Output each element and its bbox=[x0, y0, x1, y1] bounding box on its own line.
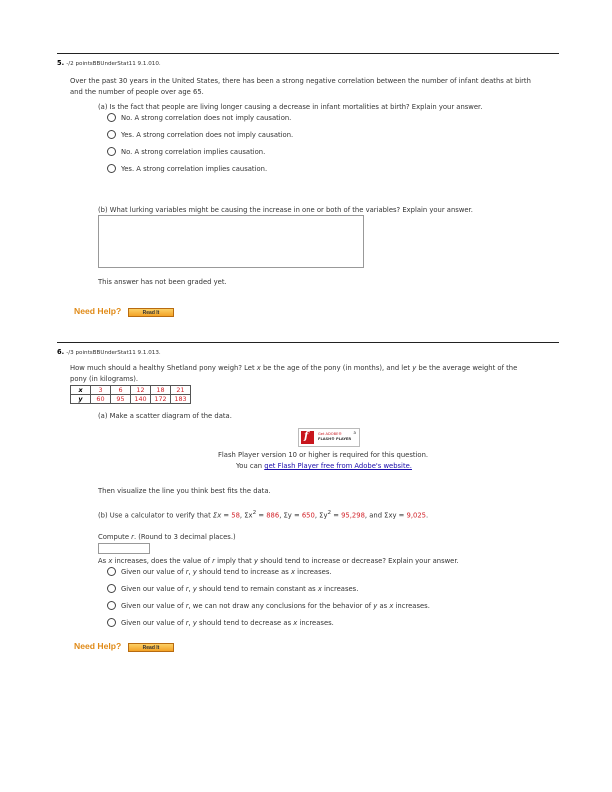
flash-logo-glyph: f bbox=[304, 431, 309, 442]
q6-stem-text-2: be the age of the pony (in months), and let bbox=[260, 364, 413, 372]
q6-opt3-v1: r bbox=[185, 602, 189, 610]
q6-sum-xy-label: , and Σxy = bbox=[364, 511, 407, 520]
table-header-x: x bbox=[71, 386, 91, 395]
q6-radio-2[interactable] bbox=[107, 584, 116, 593]
q6-opt1-v2: y bbox=[192, 568, 197, 576]
q6-divider bbox=[57, 342, 559, 343]
q6-opt4-v1: r bbox=[185, 619, 189, 627]
q6-as-x-text-1: As bbox=[98, 557, 109, 565]
q6-opt2-v3: x bbox=[317, 585, 322, 593]
flash-badge-line1: Get ADOBE® bbox=[318, 432, 342, 436]
q6-opt4-a: Given our value of bbox=[121, 619, 186, 627]
flash-link-line bbox=[236, 462, 412, 470]
table-cell-y: 95 bbox=[111, 395, 131, 404]
q6-sum-y2-label: , Σy bbox=[314, 511, 328, 520]
q5-stem-line1: Over the past 30 years in the United States, there has been a strong negative correlation between the number of infant deaths at birth bbox=[70, 77, 531, 85]
q6-opt2-v1: r bbox=[185, 585, 189, 593]
q5-option-2[interactable]: Yes. A strong correlation does not imply causation. bbox=[121, 131, 294, 139]
q6-sum-x2-label: , Σx bbox=[239, 511, 253, 520]
table-row bbox=[71, 395, 191, 404]
q6-as-x-text-3: imply that bbox=[214, 557, 254, 565]
q6-sum-x-value: 58 bbox=[231, 511, 240, 520]
q5-points: -/2 pointsBBUnderStat11 9.1.010. bbox=[66, 61, 161, 67]
q6-header bbox=[57, 348, 161, 356]
q6-visualize: Then visualize the line you think best fits the data. bbox=[98, 487, 271, 495]
q6-sum-y2-value: 95,298 bbox=[341, 511, 365, 520]
q6-sum-x2-eq: = bbox=[256, 511, 267, 520]
q6-option-1[interactable] bbox=[121, 568, 332, 576]
q6-stem-text-3: be the average weight of the bbox=[416, 364, 518, 372]
q5-stem-line2: and the number of people over age 65. bbox=[70, 88, 204, 96]
q6-sum-y-label: , Σy = bbox=[279, 511, 302, 520]
q6-as-x-text-2: increases, does the value of bbox=[112, 557, 213, 565]
q5-part-b: (b) What lurking variables might be causing the increase in one or both of the variables? Explain your answer. bbox=[98, 206, 473, 214]
q6-opt3-a: Given our value of bbox=[121, 602, 186, 610]
q6-sum-x-label: Σx = bbox=[212, 511, 232, 520]
q6-opt1-a: Given our value of bbox=[121, 568, 186, 576]
q6-compute-suffix: . (Round to 3 decimal places.) bbox=[133, 533, 236, 541]
table-cell-x: 12 bbox=[131, 386, 151, 395]
flash-download-link[interactable]: get Flash Player free from Adobe's website. bbox=[264, 462, 412, 470]
q6-r-input[interactable] bbox=[98, 543, 150, 554]
q6-part-b bbox=[98, 510, 428, 519]
q6-opt2-c: should tend to remain constant as bbox=[196, 585, 318, 593]
q6-opt1-b: , bbox=[188, 568, 193, 576]
q5-divider bbox=[57, 53, 559, 54]
table-cell-y: 140 bbox=[131, 395, 151, 404]
q5-radio-2[interactable] bbox=[107, 130, 116, 139]
q6-stem-var-x: x bbox=[256, 364, 261, 372]
q6-sum-xy-value: 9,025 bbox=[406, 511, 426, 520]
q6-option-4[interactable] bbox=[121, 619, 334, 627]
q6-part-b-prefix: (b) Use a calculator to verify that bbox=[98, 511, 213, 520]
q6-radio-3[interactable] bbox=[107, 601, 116, 610]
q6-option-2[interactable] bbox=[121, 585, 358, 593]
q6-sum-x2-exponent: 2 bbox=[252, 510, 257, 516]
table-cell-y: 172 bbox=[151, 395, 171, 404]
q6-opt3-c: as bbox=[377, 602, 390, 610]
flash-badge-mark: a bbox=[353, 430, 356, 435]
table-cell-x: 6 bbox=[111, 386, 131, 395]
q6-number: 6. bbox=[57, 348, 65, 356]
q6-as-x-var-r: r bbox=[212, 557, 215, 565]
q5-option-3[interactable]: No. A strong correlation implies causation. bbox=[121, 148, 266, 156]
q6-as-x-var-y: y bbox=[254, 557, 259, 565]
q6-as-x-var-x: x bbox=[108, 557, 113, 565]
q5-radio-1[interactable] bbox=[107, 113, 116, 122]
q6-opt2-a: Given our value of bbox=[121, 585, 186, 593]
q6-opt4-v2: y bbox=[192, 619, 197, 627]
q6-opt1-c: should tend to increase as bbox=[196, 568, 291, 576]
q6-radio-1[interactable] bbox=[107, 567, 116, 576]
q6-compute bbox=[98, 533, 236, 541]
q6-opt4-c: should tend to decrease as bbox=[196, 619, 294, 627]
q5-answer-textarea[interactable] bbox=[98, 215, 364, 268]
flash-link-prefix: You can bbox=[236, 462, 265, 470]
q6-part-b-end: . bbox=[426, 511, 429, 520]
table-cell-y: 60 bbox=[91, 395, 111, 404]
q5-radio-3[interactable] bbox=[107, 147, 116, 156]
q6-opt1-v1: r bbox=[185, 568, 189, 576]
q6-opt4-v3: x bbox=[293, 619, 298, 627]
table-header-y: y bbox=[71, 395, 91, 404]
q5-radio-4[interactable] bbox=[107, 164, 116, 173]
q6-part-a: (a) Make a scatter diagram of the data. bbox=[98, 412, 232, 420]
q6-data-table bbox=[70, 385, 191, 404]
q6-opt4-d: increases. bbox=[297, 619, 334, 627]
q6-opt1-d: increases. bbox=[295, 568, 332, 576]
q5-not-graded: This answer has not been graded yet. bbox=[98, 278, 227, 286]
q6-sum-x2-value: 886 bbox=[266, 511, 280, 520]
table-cell-x: 3 bbox=[91, 386, 111, 395]
flash-logo-icon bbox=[301, 431, 314, 444]
q6-opt1-v3: x bbox=[290, 568, 296, 576]
q5-part-a: (a) Is the fact that people are living longer causing a decrease in infant mortalities at birth? Explain your answer. bbox=[98, 103, 483, 111]
flash-required-message: Flash Player version 10 or higher is required for this question. bbox=[218, 451, 429, 459]
q6-opt2-v2: y bbox=[192, 585, 197, 593]
q6-as-x-question bbox=[98, 557, 459, 565]
q6-opt3-b: , we can not draw any conclusions for the behavior of bbox=[188, 602, 374, 610]
q5-number: 5. bbox=[57, 59, 65, 67]
table-cell-y: 183 bbox=[171, 395, 191, 404]
q5-option-4[interactable]: Yes. A strong correlation implies causation. bbox=[121, 165, 268, 173]
q6-read-it-button[interactable]: Read It bbox=[128, 643, 174, 652]
q6-opt4-b: , bbox=[188, 619, 193, 627]
q5-option-1[interactable]: No. A strong correlation does not imply causation. bbox=[121, 114, 292, 122]
q6-stem-line2: pony (in kilograms). bbox=[70, 375, 139, 383]
q6-stem-text-1: How much should a healthy Shetland pony weigh? Let bbox=[70, 364, 257, 372]
q6-radio-4[interactable] bbox=[107, 618, 116, 627]
q6-sum-y2-exponent: 2 bbox=[327, 510, 332, 516]
table-row bbox=[71, 386, 191, 395]
flash-badge-line2: FLASH® PLAYER bbox=[318, 437, 352, 441]
q5-need-help: Need Help? bbox=[74, 306, 122, 316]
flash-player-badge[interactable] bbox=[298, 428, 360, 447]
q6-stem-line1 bbox=[70, 364, 517, 372]
q6-opt3-v3: x bbox=[389, 602, 394, 610]
q6-option-3[interactable] bbox=[121, 602, 430, 610]
q5-read-it-button[interactable]: Read It bbox=[128, 308, 174, 317]
q6-compute-var: r bbox=[131, 533, 134, 541]
q6-opt2-b: , bbox=[188, 585, 193, 593]
q5-header bbox=[57, 59, 161, 67]
q6-sum-y2-eq: = bbox=[331, 511, 342, 520]
q6-stem-var-y: y bbox=[412, 364, 417, 372]
table-cell-x: 21 bbox=[171, 386, 191, 395]
table-cell-x: 18 bbox=[151, 386, 171, 395]
q6-opt3-v2: y bbox=[373, 602, 378, 610]
q6-compute-prefix: Compute bbox=[98, 533, 132, 541]
q6-opt2-d: increases. bbox=[321, 585, 359, 593]
q6-points: -/3 pointsBBUnderStat11 9.1.013. bbox=[66, 350, 161, 356]
q6-need-help: Need Help? bbox=[74, 641, 122, 651]
q6-as-x-text-4: should tend to increase or decrease? Explain your answer. bbox=[258, 557, 459, 565]
q6-sum-y-value: 650 bbox=[301, 511, 315, 520]
q6-opt3-d: increases. bbox=[393, 602, 430, 610]
